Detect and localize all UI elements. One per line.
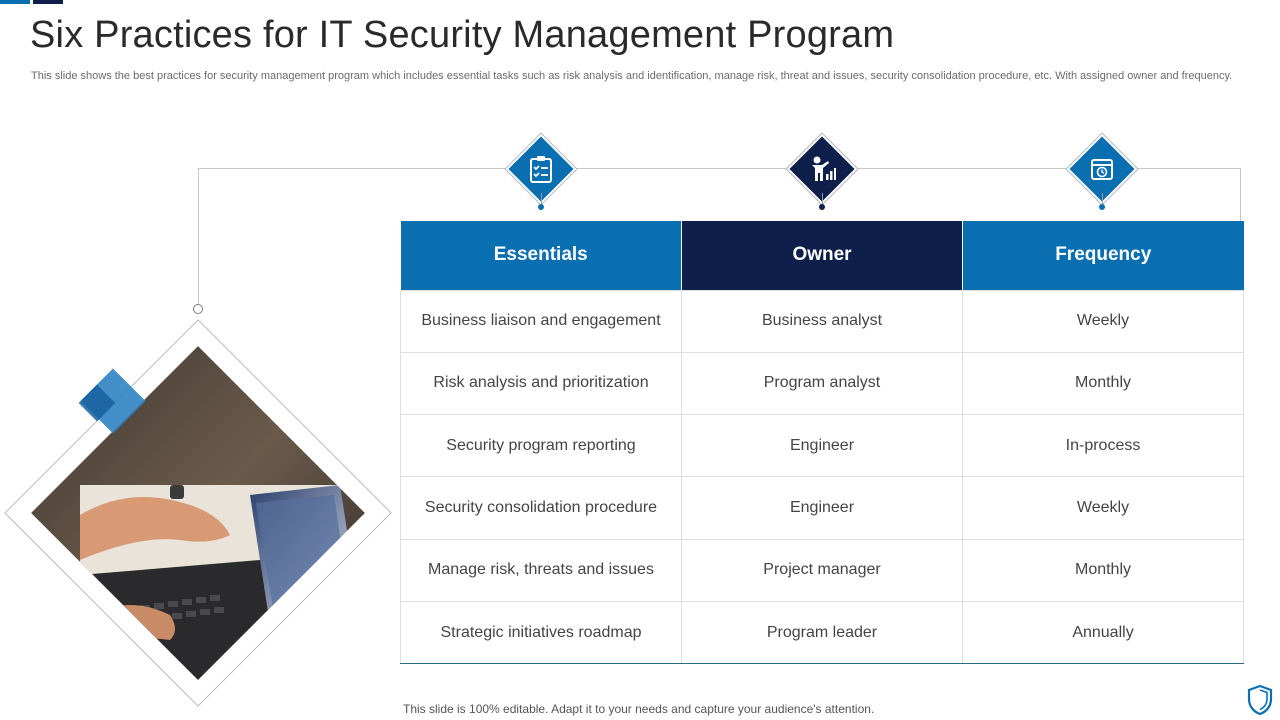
footer-note: This slide is 100% editable. Adapt it to your needs and capture your audience's attention.: [403, 702, 875, 716]
header-essentials: Essentials: [401, 221, 682, 290]
cell-essential: Security consolidation procedure: [401, 477, 682, 539]
cell-frequency: Monthly: [963, 539, 1244, 601]
shield-icon: [1246, 684, 1274, 716]
table-row: [401, 352, 1244, 414]
cell-frequency: In-process: [963, 415, 1244, 477]
cell-essential: Risk analysis and prioritization: [401, 352, 682, 414]
header-owner: Owner: [682, 221, 963, 290]
connector-line-left: [198, 168, 199, 304]
cell-frequency: Monthly: [963, 352, 1244, 414]
table-row: [401, 415, 1244, 477]
owner-stem-dot: [819, 204, 825, 210]
frequency-stem-dot: [1099, 204, 1105, 210]
page-subtitle: This slide shows the best practices for security management program which includes essential tasks such as risk analysis and identification, manage risk, threat and issues, security consolidation procedure, etc. With assigned owner and frequency.: [31, 70, 1233, 82]
cell-frequency: Weekly: [963, 477, 1244, 539]
cell-owner: Program leader: [682, 601, 963, 663]
cell-frequency: Weekly: [963, 290, 1244, 352]
top-accent-bar-blue: [0, 0, 30, 4]
cell-frequency: Annually: [963, 601, 1244, 663]
cell-essential: Security program reporting: [401, 415, 682, 477]
page-title: Six Practices for IT Security Management Program: [30, 14, 895, 56]
cell-owner: Project manager: [682, 539, 963, 601]
cell-owner: Business analyst: [682, 290, 963, 352]
connector-line-right: [1240, 168, 1241, 222]
cell-essential: Business liaison and engagement: [401, 290, 682, 352]
essentials-stem-dot: [538, 204, 544, 210]
practices-table: [400, 221, 1244, 664]
top-accent-bar-navy: [33, 0, 63, 4]
table-row: [401, 601, 1244, 663]
cell-essential: Manage risk, threats and issues: [401, 539, 682, 601]
cell-essential: Strategic initiatives roadmap: [401, 601, 682, 663]
table-row: [401, 539, 1244, 601]
laptop-photo: [31, 346, 365, 680]
table-header-row: [401, 221, 1244, 290]
table-row: [401, 477, 1244, 539]
cell-owner: Engineer: [682, 415, 963, 477]
connector-dot: [193, 304, 203, 314]
table-row: [401, 290, 1244, 352]
cell-owner: Program analyst: [682, 352, 963, 414]
header-frequency: Frequency: [963, 221, 1244, 290]
cell-owner: Engineer: [682, 477, 963, 539]
